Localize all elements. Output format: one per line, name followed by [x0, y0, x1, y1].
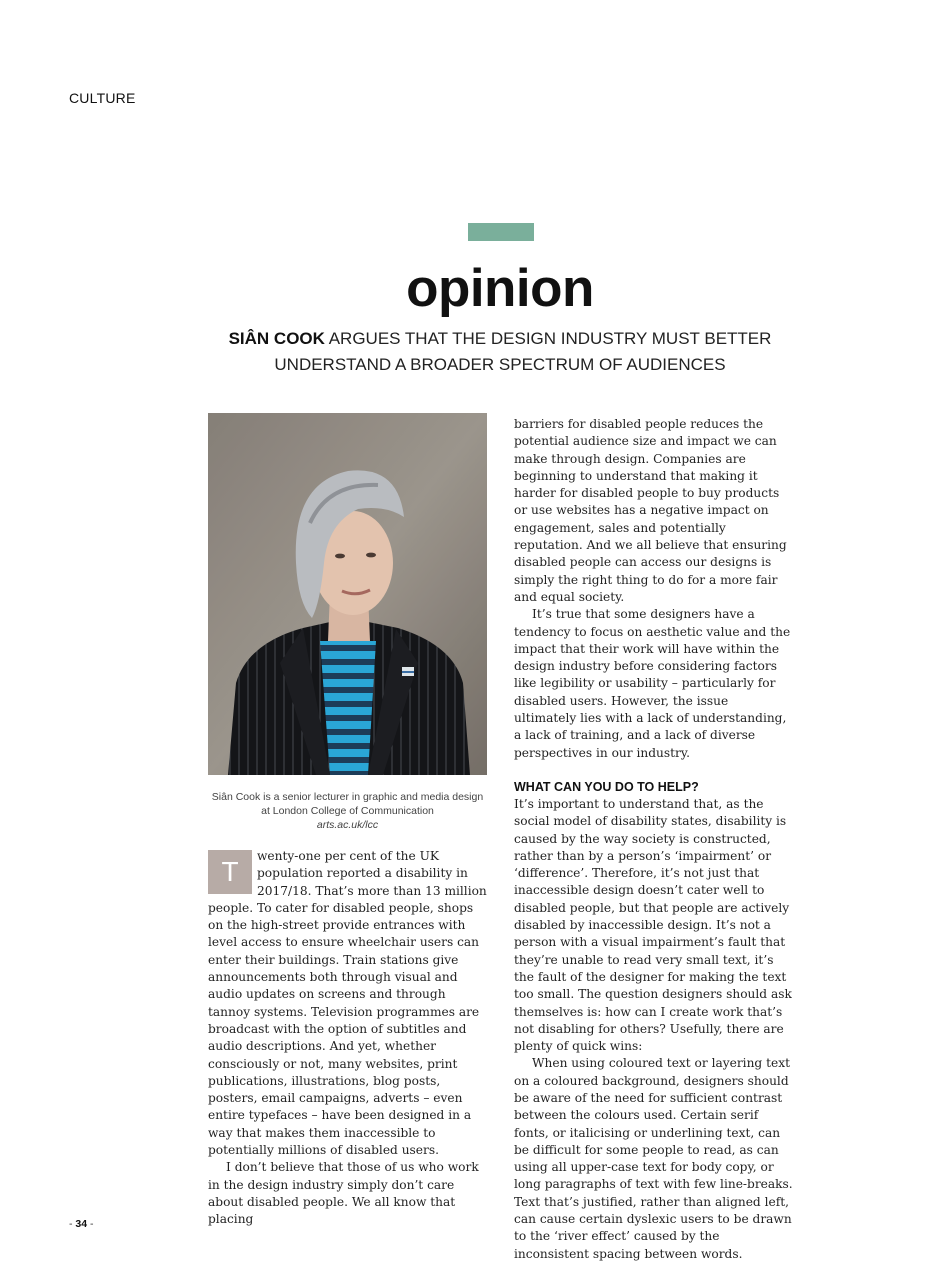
page-title: opinion — [406, 259, 594, 318]
article-paragraph: I don’t believe that those of us who work in the design industry simply don’t care about disabled people. We all know that placing — [208, 1160, 479, 1227]
accent-bar — [468, 223, 534, 241]
article-paragraph: When using coloured text or layering text on a coloured background, designers should be aware of the need for sufficient contrast between the colours used. Certain serif fonts, or italicising or underlining text, can be difficult for some people to read, as can using all upper-case text for body copy, or long paragraphs of text with few line-breaks. Text that’s justified, rather than aligned left, can cause certain dyslexic users to be drawn to the ‘river effect’ caused by the inconsistent spacing between words. — [514, 1056, 793, 1261]
author-portrait — [208, 413, 487, 775]
section-subheading: WHAT CAN YOU DO TO HELP? — [514, 779, 699, 794]
article-paragraph: T wenty-one per cent of the UK population reported a disability in 2017/18. That’s more than 13 million people. To cater for disabled people, shops on the high-street provide entrances with level access to ensure wheelchair users can enter their buildings. Train stations give announcements both through visual and audio updates on screens and through tannoy systems. Television programmes are broadcast with the option of subtitles and audio descriptions. And yet, whether consciously or not, many websites, print publications, illustrations, blog posts, posters, email campaigns, adverts – even entire typefaces – have been designed in a way that makes them inaccessible to potentially millions of disabled users. — [208, 849, 487, 1158]
article-column-left — [208, 848, 488, 1229]
standfirst — [200, 326, 800, 378]
article-column-right — [514, 416, 794, 1263]
photo-caption — [208, 790, 487, 832]
caption-text: Siân Cook is a senior lecturer in graphic and media design at London College of Communication — [211, 791, 484, 817]
article-paragraph: It’s true that some designers have a tendency to focus on aesthetic value and the impact that their work will have within the design industry before considering factors like legibility or usability – particularly for disabled users. However, the issue ultimately lies with a lack of understanding, a lack of training, and a lack of diverse perspectives in our industry. — [514, 607, 791, 760]
drop-cap: T — [208, 850, 252, 894]
section-label: CULTURE — [69, 90, 136, 106]
author-name: SIÂN COOK — [228, 329, 325, 348]
page-number: - 34 - — [69, 1218, 94, 1230]
standfirst-text: ARGUES THAT THE DESIGN INDUSTRY MUST BETTER UNDERSTAND A BROADER SPECTRUM OF AUDIENCES — [274, 329, 772, 374]
caption-link[interactable]: arts.ac.uk/lcc — [316, 819, 379, 831]
article-paragraph: barriers for disabled people reduces the potential audience size and impact we can make through design. Companies are beginning to understand that making it harder for disabled people to buy products or use websites has a negative impact on engagement, sales and potentially reputation. And we all believe that ensuring disabled people can access our designs is simply the right thing to do for a more fair and equal society. — [514, 417, 787, 604]
article-paragraph: It’s important to understand that, as the social model of disability states, disability is caused by the way society is constructed, rather than by a person’s ‘impairment’ or ‘difference’. Therefore, it’s not just that inaccessible design doesn’t cater well to disabled people, but that people are actively disabled by inaccessible design. It’s not a person with a visual impairment’s fault that they’re unable to read very small text, it’s the fault of the designer for making the text too small. The question designers should ask themselves is: how can I create work that’s not disabling for others? Usefully, there are plenty of quick wins: — [514, 796, 792, 1054]
